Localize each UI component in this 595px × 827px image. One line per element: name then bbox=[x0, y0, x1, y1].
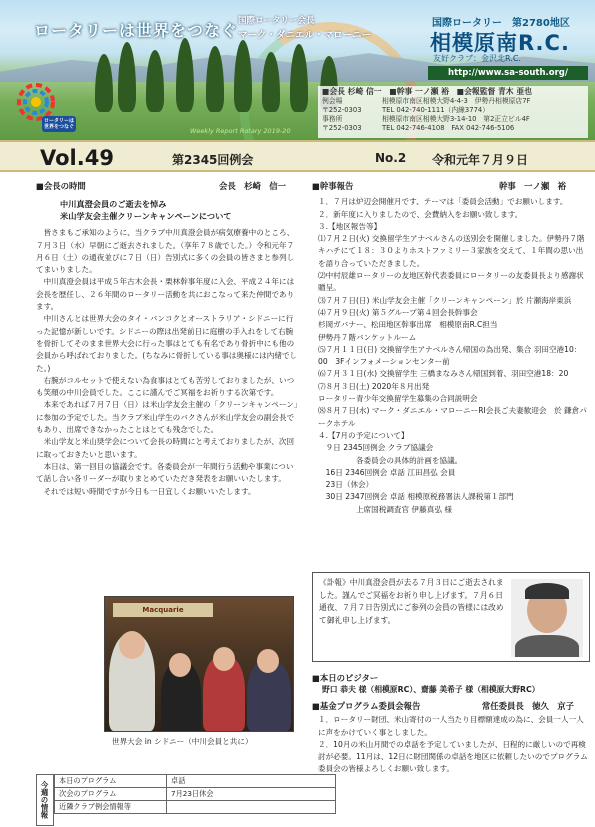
slogan: ロータリーは世界をつなぐ bbox=[34, 21, 239, 40]
info-label: 〒252-0303 bbox=[322, 106, 362, 114]
sydney-convention-photo bbox=[104, 596, 294, 732]
person-head bbox=[169, 653, 191, 677]
poplar-tree bbox=[118, 42, 136, 112]
table-value: 7月23日休会 bbox=[167, 788, 336, 801]
info-label: 〒252-0303 bbox=[322, 124, 362, 132]
report-line: ４.【7月の予定について】 bbox=[318, 430, 409, 440]
poplar-tree bbox=[234, 40, 252, 112]
table-row bbox=[55, 775, 336, 788]
table-row bbox=[55, 788, 336, 801]
paragraph: 本日は、第一回目の協議会です。各委員会が一年間行う活動や事業について話し合い各リーダーが取りまとめていただき発表をお願いいたします。 bbox=[36, 461, 294, 484]
info-value: 相模原市南区相模大野3-14-10 第2正立ビル4F bbox=[382, 115, 530, 123]
byline: 会長 杉崎 信一 bbox=[219, 181, 286, 191]
report-line: ⑶７月７日(日) 米山学友会主催「クリーンキャンペーン」於 片瀬海岸東浜 bbox=[318, 295, 572, 305]
person-head bbox=[119, 631, 145, 659]
meeting-date: 令和元年７月９日 bbox=[432, 153, 529, 167]
sister-club: 友好クラブ：金沢北R.C. bbox=[433, 54, 521, 63]
paragraph: それでは短い時間ですが今日も一日宜しくお願いいたします。 bbox=[43, 486, 256, 496]
table-label: 本日のプログラム bbox=[55, 775, 167, 788]
report-line: ⑸７月１１日(日) 交換留学生アナベルさん帰国の為出発、集合 羽田空港10：00 3Fインフォメーションセンター前 bbox=[318, 344, 582, 367]
headline: 中川真澄会員のご逝去を悼み bbox=[60, 199, 167, 210]
portrait-shoulders bbox=[515, 635, 579, 657]
paragraph: 右腕がコルセットで使えない為食事はとても苦労しておりましたが、いつも笑顔の中川会員でした。ここに謹んでご冥福をお祈りする次第です。 bbox=[36, 375, 295, 398]
visitor-list: 野口 恭夫 様（相模原RC）、齋藤 美希子 様（相模原大野RC） bbox=[322, 685, 540, 695]
table-label: 次会のプログラム bbox=[55, 788, 167, 801]
report-line: ⑵中村辰雄ロータリーの友地区幹代表委員にロータリーの友委員長より感謝状贈呈。 bbox=[318, 271, 584, 293]
meeting-number: 第2345回例会 bbox=[172, 153, 254, 167]
section-heading: ■本日のビジター bbox=[312, 673, 379, 683]
club-info-box bbox=[318, 86, 588, 138]
report-line: ⑷７月９日(火) 第５グループ第４回会長幹事会 bbox=[318, 307, 478, 317]
photo-caption: 世界大会 in シドニー（中川会員と共に） bbox=[112, 737, 253, 746]
section-title: ■幹事報告 bbox=[312, 181, 354, 191]
person-head bbox=[213, 647, 235, 671]
byline: 常任委員長 徳久 京子 bbox=[481, 701, 574, 711]
portrait-photo bbox=[511, 579, 583, 657]
table-value bbox=[167, 801, 336, 814]
section-heading bbox=[312, 180, 588, 192]
officers-line: ■会長 杉崎 信一 ■幹事 一ノ瀬 裕 ■会報監督 青木 亜也 bbox=[322, 87, 532, 96]
photo-signage: Macquarie bbox=[113, 603, 213, 617]
obituary-box bbox=[312, 572, 590, 662]
table-label: 近隣クラブ例会情報等 bbox=[55, 801, 167, 814]
ri-president-name: マーク・ダニエル・マローニー bbox=[238, 30, 372, 41]
program-info bbox=[0, 774, 595, 827]
section-heading bbox=[36, 180, 298, 192]
section-heading bbox=[312, 700, 588, 712]
section-title: ■基金プログラム委員会報告 bbox=[312, 701, 421, 711]
report-line: 23日（休会） bbox=[318, 480, 374, 490]
paragraph: 皆さまもご承知のように、当クラブ中川真澄会員が病気療養中のところ、７月３日（水）早朝にご逝去されました。（享年７８歳でした。）令和元年７月６日（土）の通夜並びに７日（日）告別式に多くの会員の皆さまと参列してまいりました。 bbox=[36, 228, 295, 275]
visitors-section bbox=[312, 672, 588, 697]
ri-president-title: 国際ロータリー会長 bbox=[238, 16, 315, 26]
info-value: TEL 042-746-4108 FAX 042-746-5106 bbox=[382, 124, 515, 132]
paragraph: 米山学友と米山奨学会について会長の時間にと考えておりましたが、次回に取っておきたいと思います。 bbox=[36, 437, 295, 459]
report-line: ⑻８月７日(水) マーク・ダニエル・マローニーRI会長ご夫妻歓迎会 於 鎌倉パークホテル bbox=[318, 406, 587, 428]
report-line: 杉岡ガバナー、松田地区幹事出席 相模原南R.C担当 bbox=[318, 320, 498, 330]
report-line: ９日 2345回例会 クラブ協議会 bbox=[318, 443, 434, 453]
website-url[interactable]: http://www.sa-south.org/ bbox=[428, 66, 588, 80]
report-line: 各委員会の具体的計画を協議。 bbox=[318, 455, 463, 465]
report-line: １．ロータリー財団、米山寄付の一人当たり目標額達成の為に、会員一人一人に声をかけていく事としました。 bbox=[318, 715, 584, 737]
foundation-report bbox=[312, 714, 588, 775]
section-title: ■会長の時間 bbox=[36, 181, 86, 191]
byline: 幹事 一ノ瀬 裕 bbox=[499, 181, 566, 191]
info-label: 例会場 bbox=[322, 97, 343, 105]
theme-logo bbox=[14, 80, 78, 136]
report-line: 16日 2346回例会 卓話 江田昌弘 会員 bbox=[318, 467, 456, 477]
report-line: １．７月は炉辺会開催月です、テーマは「委員会活動」でお願いします。 bbox=[318, 197, 568, 207]
logo-caption: ロータリーは世界をつなぐ bbox=[44, 118, 75, 130]
weekly-report-label: Weekly Report Rotary 2019-20 bbox=[190, 127, 291, 135]
info-value: TEL 042-740-1111（内線3774） bbox=[382, 106, 490, 114]
report-line: ３.【地区報告等】 bbox=[318, 221, 382, 231]
foundation-section bbox=[312, 700, 588, 776]
report-line: ２．新年度に入りましたので、会費納入をお願い致します。 bbox=[318, 209, 523, 219]
info-value: 相模原市南区相模大野4-4-3 伊勢丹相模原店7F bbox=[382, 97, 531, 105]
program-table bbox=[54, 774, 336, 814]
report-line: 30日 2347回例会 卓話 相模原税務署法人課税第１部門 bbox=[318, 492, 514, 502]
volume-number: Vol.49 bbox=[40, 146, 114, 170]
paragraph: 中川さんとは世界大会のタイ・バンコクとオーストラリア・シドニーに行った記憶が新しいです。シドニーの際は出発前日に庭樹の手入れをして右腕を骨折してそのまま世界大会に行った事はとても有名であり骨折中にも他の会員から呼ばれておりました。(ちなみに骨折している事は奥様には内緒でした。) bbox=[36, 314, 298, 373]
table-row bbox=[55, 801, 336, 814]
report-line: 伊勢丹７階バンケットルーム bbox=[318, 332, 417, 342]
paragraph: 本来であれば７月７日（日）は米山学友会主催の「クリーンキャンペーン」に参加の予定でした。当クラブ米山学生のバクさんが米山学友会の副会長でもあり、出席できなかったことはとても残念でした。 bbox=[36, 400, 298, 435]
poplar-tree bbox=[95, 54, 113, 112]
program-info-header: 今週の情報 bbox=[36, 774, 54, 826]
report-line: ⑴７月２日(火) 交換留学生アナベルさんの送別会を開催しました。伊勢丹７階キハチにて１８：３０よりホストファミリー３家族を交えて、１年間の思い出を語り合っていただきました。 bbox=[318, 234, 585, 268]
poplar-tree bbox=[146, 50, 164, 112]
club-name: 相模原南R.C. bbox=[430, 31, 570, 55]
person-head bbox=[257, 649, 279, 673]
report-line: ロータリー青少年交換留学生募集の合同説明会 bbox=[318, 394, 478, 404]
secretary-column bbox=[312, 180, 588, 516]
portrait-hair bbox=[525, 583, 569, 599]
table-value: 卓話 bbox=[167, 775, 336, 788]
issue-number: No.2 bbox=[375, 151, 407, 165]
headline: 米山学友会主催クリーンキャンペーンについて bbox=[60, 211, 232, 222]
president-column bbox=[36, 180, 298, 498]
poplar-tree bbox=[176, 38, 194, 112]
obituary-text: 《訃報》中川真澄会員が去る７月３日にご逝去されました。謹んでご冥福をお祈り申し上げます。７月６日通夜、７月７日告別式にご参列の会員の皆様には改めて御礼申し上げます。 bbox=[319, 578, 504, 625]
report-line: 上席国税調査官 伊藤真弘 様 bbox=[318, 504, 452, 514]
report-line: ⑺８月３日(土) 2020年８月出発 bbox=[318, 381, 430, 391]
report-line: ⑹７月３１日(水) 交換留学生 三橋まなみさん帰国到着、羽田空港18：20 bbox=[318, 369, 569, 379]
report-line: ２．10月の米山月間での卓話を予定していましたが、日程的に厳しいので再検討が必要。11月は、12日に財団関係の卓話を地区に依頼したいのでプログラム委員会の皆様よろしくお願い致します。 bbox=[318, 739, 588, 774]
district-label: 国際ロータリー 第2780地区 bbox=[432, 18, 570, 29]
paragraph: 中川真澄会員は平成５年古木会長・栗林幹事年度に入会、平成２４年には会長を歴任し、２６年間のロータリー活動を共におこなって来た仲間であります。 bbox=[36, 277, 295, 312]
info-label: 事務所 bbox=[322, 115, 343, 123]
secretary-report bbox=[312, 196, 588, 516]
